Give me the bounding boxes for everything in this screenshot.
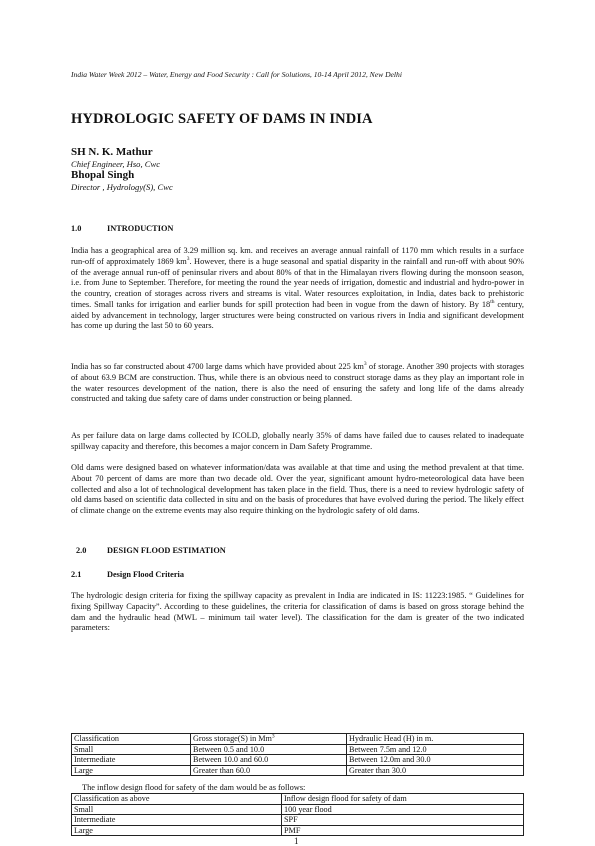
table-cell: Large <box>72 825 282 836</box>
paragraph-icold: As per failure data on large dams collected by ICOLD, globally nearly 35% of dams have failed due to causes related to inadequate spillway capacity and therefore, this becomes a major concern in Dam Safety Programme. <box>71 431 524 451</box>
table-cell: Greater than 60.0 <box>191 765 347 776</box>
table-cell: Between 0.5 and 10.0 <box>191 744 347 755</box>
section-heading-criteria <box>71 570 184 579</box>
table-cell: Large <box>72 765 191 776</box>
table-row <box>72 755 524 766</box>
section-title: INTRODUCTION <box>107 224 174 233</box>
table-header-row <box>72 794 524 805</box>
author-name-2: Bhopal Singh <box>71 169 135 181</box>
table-cell: Greater than 30.0 <box>347 765 524 776</box>
paragraph-criteria: The hydrologic design criteria for fixing the spillway capacity as prevalent in India are indicated in IS: 11223:1985. “ Guidelines for fixing Spillway Capacity”. According to these guidelines, the criteria for classification of dams is based on gross storage behind the dam and the hydraulic head (MWL – minimum tail water level). The classification for the dam is greater of the two indicated parameters: <box>71 591 524 633</box>
classification-table <box>71 733 524 776</box>
text-run: India has so far constructed about 4700 large dams which have provided about 225 km <box>71 362 364 371</box>
paragraph-dams-count <box>71 362 524 405</box>
inflow-design-flood-table <box>71 793 524 836</box>
superscript: 3 <box>186 255 190 262</box>
table-cell: 100 year flood <box>282 804 524 815</box>
table-header-cell: Classification as above <box>72 794 282 805</box>
table-row <box>72 815 524 826</box>
table-cell: Between 12.0m and 30.0 <box>347 755 524 766</box>
table-cell: PMF <box>282 825 524 836</box>
author-name-1: SH N. K. Mathur <box>71 146 153 158</box>
table-header-cell: Hydraulic Head (H) in m. <box>347 734 524 745</box>
table-caption: The inflow design flood for safety of the dam would be as follows: <box>82 783 306 792</box>
page-number: 1 <box>294 836 299 846</box>
table-cell: Between 10.0 and 60.0 <box>191 755 347 766</box>
author-role-1: Chief Engineer, Hso, Cwc <box>71 159 161 169</box>
text-run: of storage. Another 390 projects with storages of about 63.9 BCM are construction. Thus, while there is an obvious need to construct storage dams as they play an important role in the water resources development of the nation, there is also the need of ensuring the safety and long life of the dams already constructed and taking due safety care of dams under construction or being planned. <box>71 362 524 404</box>
section-heading-design-flood <box>76 546 226 555</box>
table-cell: SPF <box>282 815 524 826</box>
table-row <box>72 825 524 836</box>
paper-title: HYDROLOGIC SAFETY OF DAMS IN INDIA <box>71 111 373 127</box>
table-header-cell <box>191 734 347 745</box>
section-number: 2.1 <box>71 570 82 579</box>
text-run: Gross storage(S) in Mm <box>193 734 272 743</box>
table-cell: Intermediate <box>72 815 282 826</box>
table-header-row <box>72 734 524 745</box>
section-number: 2.0 <box>76 546 87 555</box>
table-row <box>72 804 524 815</box>
paragraph-old-dams: Old dams were designed based on whatever information/data was available at that time and using the method prevalent at that time. About 70 percent of dams are more than two decade old. Over the year, significant amount hydro-meteorological data have been collected and also a lot of technological development has taken place in the field. Thus, there is a need to review hydrologic safety of old dams based on scientific data collected in situ and on the basis of procedures that have evolved during the period. The likely effect of climate change on the extreme events may also require thinking on the hydrologic safety of old dams. <box>71 463 524 515</box>
table-cell: Small <box>72 744 191 755</box>
table-cell: Intermediate <box>72 755 191 766</box>
section-heading-intro <box>71 224 173 233</box>
superscript: 3 <box>363 361 367 368</box>
author-role-2: Director , Hydrology(S), Cwc <box>71 182 173 192</box>
table-header-cell: Inflow design flood for safety of dam <box>282 794 524 805</box>
table-row <box>72 765 524 776</box>
superscript: th <box>490 298 495 305</box>
table-header-cell: Classification <box>72 734 191 745</box>
table-cell: Small <box>72 804 282 815</box>
text-run: India has a geographical area of 3.29 million sq. km. and receives an average annual rainfall of 1170 mm which results in a surface run-off of approximately 1869 km <box>71 246 524 266</box>
superscript: 3 <box>271 733 275 740</box>
text-run: . However, there is a huge seasonal and spatial disparity in the rainfall and run-off with about 90% of the average annual run-off of peninsular rivers and about 80% of that in the Himalayan rivers flowing during the monsoon season, i.e. from June to September. Therefore, for meeting the round the year needs of irrigation, domestic and industrial and hydro-power in the country, creation of storages across rivers and streams is vital. Water resources exploitation, in India, dates back to prehistoric times. Small tanks for irrigation and earlier bunds for spill protection had been in vogue from the dawn of history. By 18 <box>71 256 524 309</box>
running-head: India Water Week 2012 – Water, Energy and Food Security : Call for Solutions, 10-14 April 2012, New Delhi <box>71 70 402 79</box>
section-title: Design Flood Criteria <box>107 570 184 579</box>
table-cell: Between 7.5m and 12.0 <box>347 744 524 755</box>
text-run: century, aided by advancement in technology, larger structures were being constructed on various rivers in India and significant development has come up during the last 50 to 60 years. <box>71 299 524 331</box>
paragraph-intro <box>71 246 524 332</box>
section-number: 1.0 <box>71 224 82 233</box>
section-title: DESIGN FLOOD ESTIMATION <box>107 546 226 555</box>
table-row <box>72 744 524 755</box>
